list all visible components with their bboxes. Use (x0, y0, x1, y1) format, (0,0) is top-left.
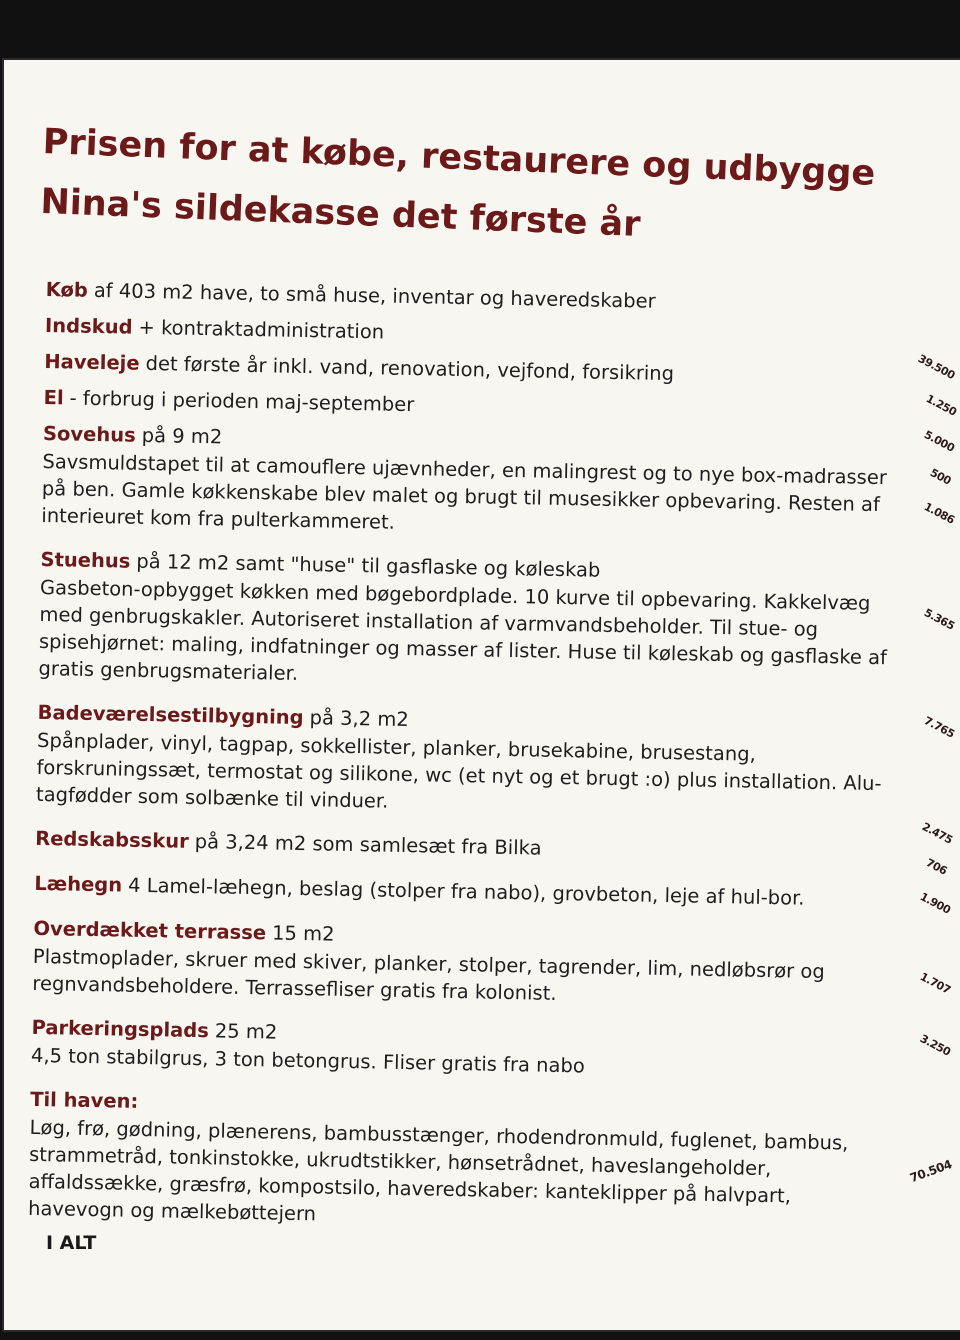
entry-description: Løg, frø, gødning, plænerens, bambusstænger, rhodendronmuld, fuglenet, bambus, strammetråd, tonkinstokke, ukrudtstikker, hønsetrådnet, haveslangeholder, affaldssække, græsfrø, kompostsilo, haveredskaber: kanteklipper på halvpart, havevogn og mælkebøttejern (27, 1115, 849, 1226)
entry-keyword: El (43, 385, 64, 410)
price-value: 5.000 (921, 428, 957, 455)
entry-text: - forbrug i perioden maj-september (69, 386, 415, 417)
entry-keyword: Til haven: (29, 1087, 139, 1113)
total-label: I ALT (46, 1232, 97, 1254)
entry-sovehus (41, 420, 903, 545)
price-value: 1.086 (921, 500, 957, 527)
price-value: 1.707 (917, 970, 953, 997)
price-total: 70.504 (908, 1157, 954, 1186)
price-value: 5.365 (921, 606, 957, 633)
price-value: 7.765 (921, 714, 957, 741)
entry-description: Savsmuldstapet til at camouflere ujævnheder, en malingrest og to nye box-madrasser på ben. Gamle køkkenskabe blev malet og brugt til musesikker opbevaring. Resten af interieuret kom fra pulterkammeret. (41, 449, 888, 534)
entry-keyword: Haveleje (44, 349, 140, 375)
entry-keyword: Læhegn (34, 871, 123, 897)
entry-stuehus (38, 546, 900, 698)
entry-text: 4 Lamel-læhegn, beslag (stolper fra nabo), grovbeton, leje af hul-bor. (127, 873, 805, 910)
entry-til-haven (28, 1086, 890, 1238)
cost-list (28, 276, 906, 1255)
entry-text: på 3,24 m2 som samlesæt fra Bilka (194, 829, 542, 860)
entry-description: 4,5 ton stabilgrus, 3 ton betongrus. Fliser gratis fra nabo (30, 1043, 585, 1078)
price-value: 706 (923, 856, 949, 878)
entry-keyword: Køb (45, 277, 89, 302)
entry-text: 25 m2 (214, 1019, 278, 1044)
entry-keyword: Indskud (44, 313, 133, 339)
entry-laehegn (34, 870, 894, 915)
title-line-2: Nina's sildekasse det første år (39, 181, 642, 245)
entry-text: på 9 m2 (141, 423, 223, 449)
entry-keyword: Stuehus (40, 547, 131, 573)
entry-keyword: Sovehus (42, 421, 136, 447)
entry-badevaerelse (36, 699, 898, 824)
entry-text: på 12 m2 samt "huse" til gasflaske og køleskab (136, 549, 601, 582)
price-value: 3.250 (917, 1032, 953, 1059)
entry-parkeringsplads (31, 1014, 892, 1085)
entry-keyword: Redskabsskur (34, 826, 189, 853)
entry-text: 15 m2 (271, 921, 335, 946)
entry-description: Spånplader, vinyl, tagpap, sokkellister, planker, brusekabine, brusestang, forskruningssæt, termostat og silikone, wc (et nyt og et brugt :o) plus installation. Alu-tagfødder som solbænke til vinduer. (35, 728, 882, 813)
entry-terrasse (32, 915, 893, 1013)
entry-keyword: Overdækket terrasse (33, 916, 267, 945)
entry-redskabsskur (35, 825, 895, 870)
entry-text: det første år inkl. vand, renovation, vejfond, forsikring (145, 351, 675, 386)
title-line-1: Prisen for at købe, restaurere og udbygge (42, 121, 876, 194)
entry-description: Gasbeton-opbygget køkken med bøgebordplade. 10 kurve til opbevaring. Kakkelvæg med genbrugskakler. Autoriseret installation af varmvandsbeholder. Til stue- og spisehjørnet: maling, indfatninger og masser af lister. Huse til køleskab og gasflaske af gratis genbrugsmaterialer. (38, 575, 888, 685)
entry-text: af 403 m2 have, to små huse, inventar og haveredskaber (93, 278, 656, 313)
entry-keyword: Badeværelsestilbygning (37, 700, 304, 730)
entry-text: på 3,2 m2 (309, 706, 409, 732)
price-value: 1.900 (917, 890, 953, 917)
price-value: 1.250 (923, 392, 959, 419)
entry-keyword: Parkeringsplads (31, 1015, 210, 1043)
price-value: 2.475 (919, 820, 955, 847)
entry-description: Plastmoplader, skruer med skiver, planker, stolper, tagrender, lim, nedløbsrør og regnvandsbeholdere. Terrassefliser gratis fra kolonist. (32, 944, 825, 1005)
entry-text: + kontraktadministration (138, 315, 385, 344)
price-value: 39.500 (915, 352, 957, 383)
price-value: 500 (927, 466, 953, 488)
